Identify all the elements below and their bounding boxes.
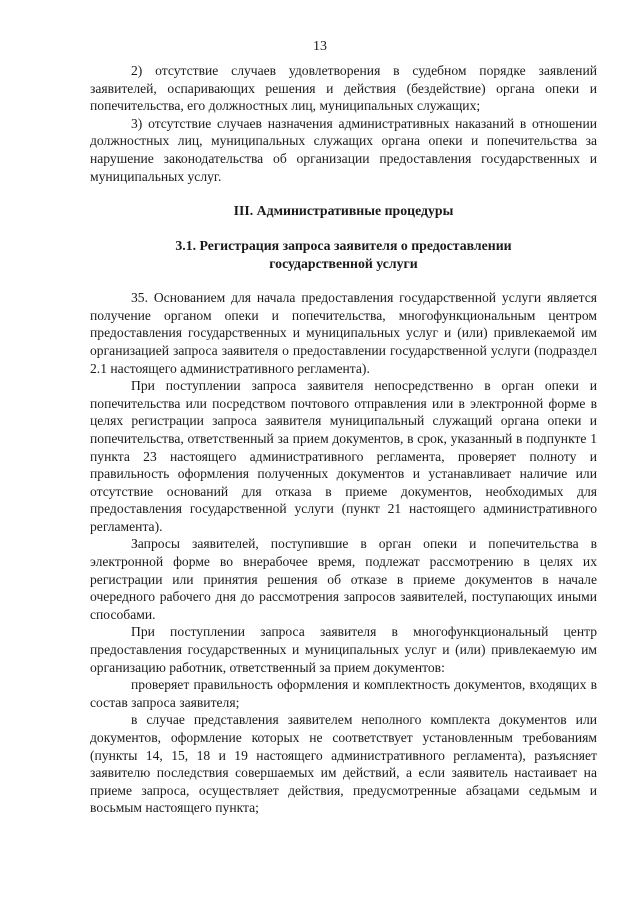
- subsection-heading-line: 3.1. Регистрация запроса заявителя о предоставлении: [175, 238, 512, 254]
- page-content: [90, 62, 597, 817]
- paragraph: Запросы заявителей, поступившие в орган опеки и попечительства в электронной форме во внерабочее время, подлежат рассмотрению в целях их регистрации или принятия решения об отказе в приеме документов в начале очередного рабочего дня до рассмотрения запросов заявителей, поступающих иными способами.: [90, 536, 597, 622]
- paragraph: проверяет правильность оформления и комплектность документов, входящих в состав запроса заявителя;: [90, 677, 597, 710]
- paragraph: 2) отсутствие случаев удовлетворения в судебном порядке заявлений заявителей, оспаривающих решения и действия (бездействие) органа опеки и попечительства, его должностных лиц, муниципальных служащих;: [90, 63, 597, 114]
- section-heading: III. Административные процедуры: [233, 203, 454, 219]
- subsection-heading: [90, 237, 597, 273]
- paragraph: 3) отсутствие случаев назначения административных наказаний в отношении должностных лиц, муниципальных служащих органа опеки и попечительства за нарушение законодательства об организации предоставления государственных и муниципальных услуг.: [90, 115, 597, 184]
- paragraph: При поступлении запроса заявителя непосредственно в орган опеки и попечительства или посредством почтового отправления или в электронной форме в целях регистрации запроса заявителя муниципальный служащий органа опеки и попечительства, ответственный за прием документов, в срок, указанный в подпункте 1 пункта 23 настоящего административного регламента, проверяет полноту и правильность оформления полученных документов и устанавливает наличие или отсутствие оснований для отказа в приеме документов, необходимых для предоставления государственной услуги (пункт 21 настоящего административного регламента).: [90, 378, 597, 534]
- subsection-heading-line: государственной услуги: [269, 256, 418, 272]
- paragraph: При поступлении запроса заявителя в многофункциональный центр предоставления государственных и муниципальных услуг и (или) привлекаемую им организацию работник, ответственный за прием документов:: [90, 624, 597, 675]
- page-number: 13: [313, 39, 327, 54]
- paragraph: в случае представления заявителем неполного комплекта документов или документов, оформление которых не соответствует установленным требованиям (пункты 14, 15, 18 и 19 настоящего административного регламента), разъясняет заявителю последствия совершаемых им действий, а если заявитель настаивает на приеме запроса, осуществляет действия, предусмотренные абзацами седьмым и восьмым настоящего пункта;: [90, 712, 597, 816]
- paragraph: 35. Основанием для начала предоставления государственной услуги является получение органом опеки и попечительства, многофункциональным центром предоставления государственных и муниципальных услуг и (или) привлекаемой им организацией запроса заявителя о предоставлении государственной услуги (подраздел 2.1 настоящего административного регламента).: [90, 290, 597, 376]
